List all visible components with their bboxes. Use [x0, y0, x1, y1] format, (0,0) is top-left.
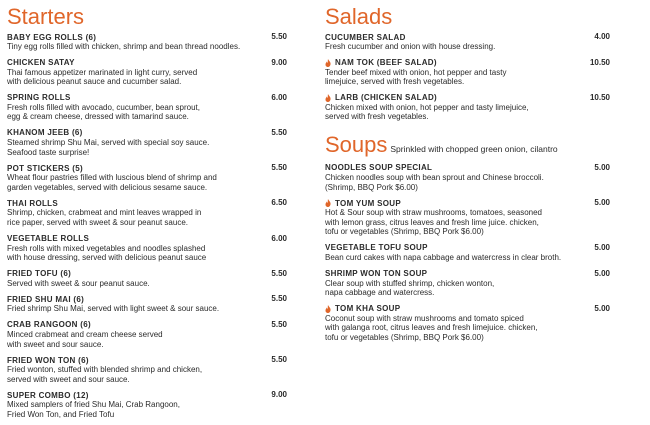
flame-icon [325, 94, 331, 102]
menu-item-description: with lemon grass, citrus leaves and fresh lime juice. chicken, [325, 217, 539, 227]
soups-header [325, 131, 610, 160]
menu-item-description: Shrimp, chicken, crabmeat and mint leaves wrapped in [7, 208, 202, 218]
menu-item-description: Seafood taste surprise! [7, 147, 90, 157]
menu-item-header [7, 390, 287, 400]
menu-item-description: Tender beef mixed with onion, hot pepper and tasty [325, 67, 507, 77]
menu-item-header [7, 294, 287, 304]
menu-item [7, 269, 287, 289]
menu-item-description: rice paper, served with sweet & sour peanut sauce. [7, 217, 188, 227]
menu-item [325, 198, 610, 237]
menu-item-description: Fresh rolls filled with avocado, cucumber, bean sprout, [7, 102, 200, 112]
menu-item-description: Fried wonton, stuffed with blended shrimp and chicken, [7, 365, 203, 375]
menu-item-price: 5.50 [271, 163, 287, 173]
menu-item-name: TOM YUM SOUP [335, 198, 401, 208]
menu-item-description: with delicious peanut sauce and cucumber salad. [7, 77, 182, 87]
starters-column [7, 0, 287, 425]
menu-item [325, 58, 610, 87]
soups-subtitle: Sprinkled with chopped green onion, cilantro [390, 143, 558, 154]
menu-item-name: LARB (CHICKEN SALAD) [335, 93, 437, 103]
menu-item-name: TOM KHA SOUP [335, 304, 401, 314]
menu-item [325, 304, 610, 343]
menu-item-header [7, 163, 287, 173]
menu-item-price: 5.00 [594, 198, 610, 208]
menu-item-header [325, 304, 610, 314]
menu-item-name: FRIED TOFU (6) [7, 269, 72, 279]
menu-item-name: SPRING ROLLS [7, 93, 71, 103]
menu-item-description: Coconut soup with straw mushrooms and tomato spiced [325, 313, 524, 323]
menu-item [325, 269, 610, 298]
menu-item-description: Thai famous appetizer marinated in light curry, served [7, 67, 198, 77]
menu-item-description: Chicken noodles soup with bean sprout and Chinese broccoli. [325, 172, 544, 182]
menu-item-header [325, 93, 610, 103]
menu-item-description: limejuice, served with fresh vegetables. [325, 77, 465, 87]
menu-item-name: BABY EGG ROLLS (6) [7, 32, 97, 42]
menu-item-header [7, 128, 287, 138]
menu-item-description: Tiny egg rolls filled with chicken, shrimp and bean thread noodles. [7, 42, 241, 51]
menu-item-header [325, 243, 610, 253]
menu-item-description: tofu or vegetables (Shrimp, BBQ Pork $6.00) [325, 332, 484, 342]
menu-item-name: CUCUMBER SALAD [325, 32, 406, 42]
menu-item-name: VEGETABLE ROLLS [7, 234, 90, 244]
flame-icon [325, 199, 331, 207]
menu-item [7, 32, 287, 52]
menu-item-price: 10.50 [589, 57, 610, 67]
menu-item-price: 6.00 [271, 92, 287, 102]
starters-title: Starters [7, 4, 85, 29]
flame-icon [325, 59, 331, 67]
menu-item-description: served with sweet and sour sauce. [7, 374, 130, 384]
menu-item-description: (Shrimp, BBQ Pork $6.00) [325, 182, 418, 192]
menu-item-name: THAI ROLLS [7, 198, 58, 208]
menu-item-price: 5.50 [271, 294, 287, 304]
menu-item [325, 93, 610, 122]
menu-item [325, 32, 610, 52]
menu-item-price: 5.50 [271, 319, 287, 329]
menu-item-description: Minced crabmeat and cream cheese served [7, 329, 163, 339]
menu-item-description: with sweet and sour sauce. [7, 339, 104, 349]
menu-item-name: VEGETABLE TOFU SOUP [325, 243, 428, 253]
menu-item-name: POT STICKERS (5) [7, 163, 83, 173]
menu-item-header [7, 269, 287, 279]
menu-item [7, 163, 287, 192]
menu-item-header [325, 32, 610, 42]
menu-item-header [7, 320, 287, 330]
menu-item-header [7, 355, 287, 365]
menu-item-header [7, 58, 287, 68]
menu-item-description: tofu or vegetables (Shrimp, BBQ Pork $6.00) [325, 227, 484, 237]
menu-item-name: KHANOM JEEB (6) [7, 128, 83, 138]
menu-item-description: served with fresh vegetables. [325, 112, 429, 122]
menu-item-description: Fresh cucumber and onion with house dressing. [325, 42, 496, 51]
menu-item [7, 320, 287, 349]
menu-item-description: with house dressing, served with delicious peanut sauce [7, 253, 207, 263]
menu-item [7, 234, 287, 263]
menu-item-description: Bean curd cakes with napa cabbage and watercress in clear broth. [325, 252, 562, 262]
menu-item-price: 5.50 [271, 355, 287, 365]
starters-list [7, 32, 287, 419]
menu-item-header [325, 269, 610, 279]
menu-item-price: 5.00 [594, 268, 610, 278]
menu-item-price: 5.50 [271, 268, 287, 278]
soups-title: Soups [325, 131, 388, 157]
menu-item-price: 5.00 [594, 303, 610, 313]
menu-item-description: napa cabbage and watercress. [325, 288, 435, 298]
menu-item-description: Mixed samplers of fried Shu Mai, Crab Rangoon, [7, 400, 180, 410]
menu-item-name: FRIED WON TON (6) [7, 355, 89, 365]
menu-item-price: 5.00 [594, 162, 610, 172]
menu-item-description: garden vegetables, served with delicious sesame sauce. [7, 182, 208, 192]
menu-item-price: 9.00 [271, 57, 287, 67]
menu-item [7, 390, 287, 419]
menu-item [7, 58, 287, 87]
menu-item-price: 6.00 [271, 233, 287, 243]
menu-item [7, 294, 287, 314]
menu-item-header [325, 163, 610, 173]
menu-item-description: with galanga root, citrus leaves and fresh limejuice. chicken, [325, 323, 538, 333]
menu-item-header [325, 58, 610, 68]
menu-item [7, 198, 287, 227]
soups-list [325, 163, 610, 343]
menu-item-description: Served with sweet & sour peanut sauce. [7, 278, 150, 288]
menu-item-header [7, 32, 287, 42]
menu-item-description: Hot & Sour soup with straw mushrooms, tomatoes, seasoned [325, 208, 542, 218]
menu-item-price: 5.50 [271, 32, 287, 41]
menu-item-price: 5.00 [594, 242, 610, 252]
menu-item-name: CHICKEN SATAY [7, 58, 75, 68]
menu-item-name: FRIED SHU MAI (6) [7, 294, 85, 304]
menu-item-description: Fried shrimp Shu Mai, served with light sweet & sour sauce. [7, 304, 220, 314]
menu-item [7, 355, 287, 384]
salads-soups-column [325, 0, 610, 349]
menu-item-description: Fried Won Ton, and Fried Tofu [7, 409, 115, 419]
menu-item-price: 6.50 [271, 198, 287, 208]
menu-item-header [7, 198, 287, 208]
menu-item-name: SHRIMP WON TON SOUP [325, 269, 428, 279]
menu-item-description: Steamed shrimp Shu Mai, served with special soy sauce. [7, 137, 210, 147]
menu-item [325, 163, 610, 192]
menu-item-price: 5.50 [271, 127, 287, 137]
menu-item-description: Fresh rolls with mixed vegetables and noodles splashed [7, 243, 206, 253]
menu-item-price: 10.50 [589, 92, 610, 102]
menu-item-price: 4.00 [594, 32, 610, 41]
menu-item-description: Wheat flour pastries filled with luscious blend of shrimp and [7, 173, 217, 183]
salads-title: Salads [325, 4, 393, 29]
menu-item [7, 128, 287, 157]
menu-item-price: 9.00 [271, 390, 287, 400]
menu-item-header [325, 198, 610, 208]
menu-item-description: Chicken mixed with onion, hot pepper and tasty limejuice, [325, 102, 529, 112]
menu-item-header [7, 93, 287, 103]
menu-item-description: Clear soup with stuffed shrimp, chicken wonton, [325, 278, 495, 288]
menu-item-header [7, 234, 287, 244]
salads-list [325, 32, 610, 122]
menu-item [325, 243, 610, 263]
menu-item-name: CRAB RANGOON (6) [7, 320, 91, 330]
flame-icon [325, 305, 331, 313]
menu-item-name: NAM TOK (BEEF SALAD) [335, 58, 437, 68]
menu-item-description: egg & cream cheese, dressed with tamarind sauce. [7, 112, 189, 122]
menu-item-name: SUPER COMBO (12) [7, 390, 89, 400]
menu-item [7, 93, 287, 122]
menu-item-name: NOODLES SOUP SPECIAL [325, 163, 433, 173]
